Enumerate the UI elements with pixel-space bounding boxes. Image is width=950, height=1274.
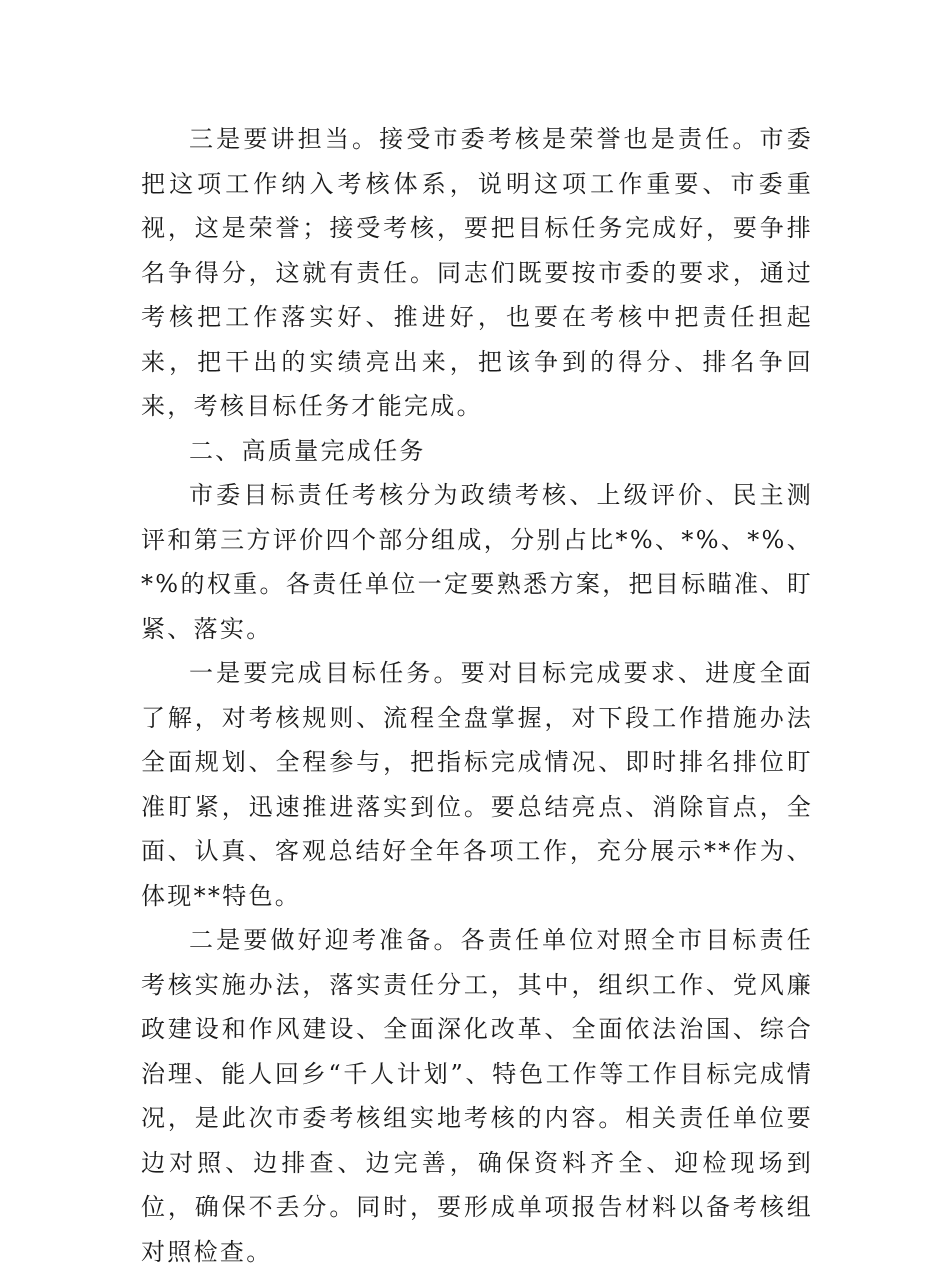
section-heading: 二、高质量完成任务 xyxy=(189,436,426,465)
paragraph-responsibility: 三是要讲担当。接受市委考核是荣誉也是责任。市委把这项工作纳入考核体系，说明这项工作重要、市委重视，这是荣誉；接受考核，要把目标任务完成好，要争排名争得分，这就有责任。同志们既要按市委的要求，通过考核把工作落实好、推进好，也要在考核中把责任担起来，把干出的实绩亮出来，把该争到的得分、排名争回来，考核目标任务才能完成。 xyxy=(141,125,813,420)
paragraph-prepare-inspection: 二是要做好迎考准备。各责任单位对照全市目标责任考核实施办法，落实责任分工，其中，组织工作、党风廉政建设和作风建设、全面深化改革、全面依法治国、综合治理、能人回乡“千人计划”、特色工作等工作目标完成情况，是此次市委考核组实地考核的内容。相关责任单位要边对照、边排查、边完善，确保资料齐全、迎检现场到位，确保不丢分。同时，要形成单项报告材料以备考核组对照检查。 xyxy=(141,926,813,1266)
document-body xyxy=(141,117,813,1274)
paragraph-assessment-composition: 市委目标责任考核分为政绩考核、上级评价、民主测评和第三方评价四个部分组成，分别占比*%、*%、*%、*%的权重。各责任单位一定要熟悉方案，把目标瞄准、盯紧、落实。 xyxy=(141,481,813,643)
paragraph-complete-targets: 一是要完成目标任务。要对目标完成要求、进度全面了解，对考核规则、流程全盘掌握，对下段工作措施办法全面规划、全程参与，把指标完成情况、即时排名排位盯准盯紧，迅速推进落实到位。要总结亮点、消除盲点，全面、认真、客观总结好全年各项工作，充分展示**作为、体现**特色。 xyxy=(141,659,813,910)
